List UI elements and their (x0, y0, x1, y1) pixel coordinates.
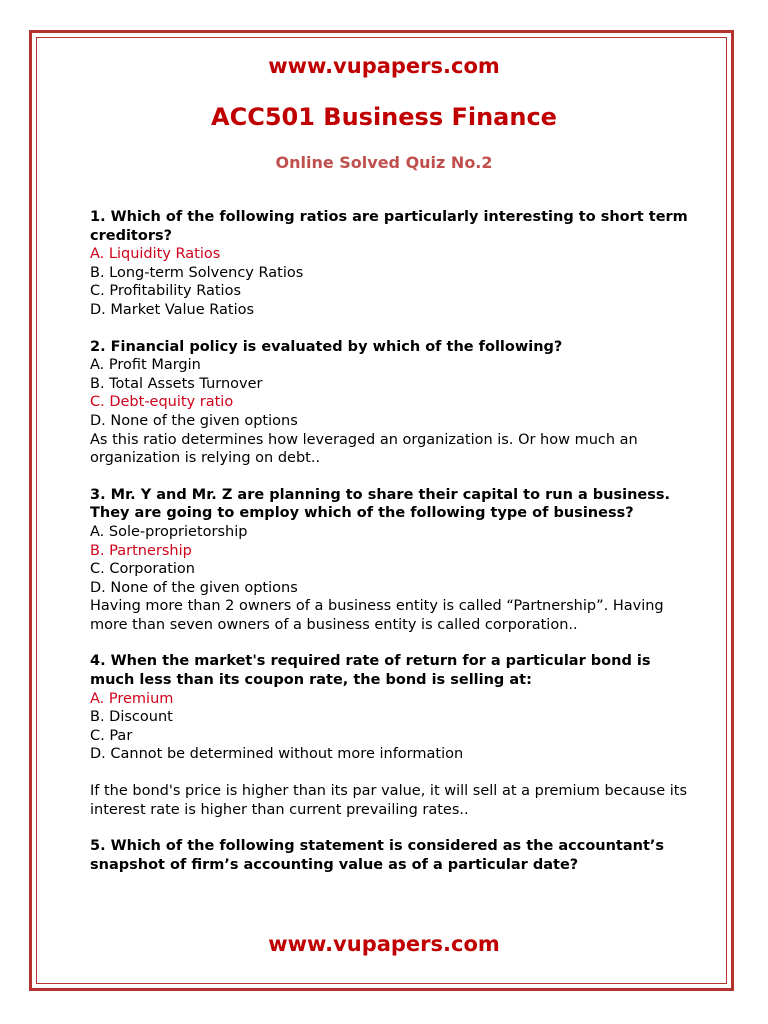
spacer (90, 764, 690, 782)
answer-explanation: Having more than 2 owners of a business entity is called “Partnership”. Having more than seven owners of a business entity is called corporation.. (90, 598, 664, 633)
answer-option: B. Long-term Solvency Ratios (90, 264, 304, 281)
question-text: 4. When the market's required rate of return for a particular bond is much less than its coupon rate, the bond is selling at: (90, 653, 651, 689)
answer-option-correct: B. Partnership (90, 542, 192, 559)
question-text: 2. Financial policy is evaluated by which of the following? (90, 338, 563, 355)
question-block-1 (90, 208, 690, 320)
answer-option: D. None of the given options (90, 579, 298, 596)
document-title: ACC501 Business Finance (211, 103, 557, 131)
answer-option-correct: A. Premium (90, 690, 174, 707)
answer-option: C. Par (90, 727, 133, 744)
question-block-5 (90, 837, 690, 874)
answer-option: A. Profit Margin (90, 357, 201, 374)
question-block-3 (90, 486, 690, 635)
site-footer: www.vupapers.com (268, 932, 500, 956)
question-block-4 (90, 652, 690, 819)
question-text: 3. Mr. Y and Mr. Z are planning to share their capital to run a business. They are going to employ which of the following type of business? (90, 486, 671, 522)
answer-option-correct: C. Debt-equity ratio (90, 394, 234, 411)
question-text: 1. Which of the following ratios are particularly interesting to short term creditors? (90, 209, 688, 244)
question-text: 5. Which of the following statement is considered as the accountant’s snapshot of firm’s accounting value as of a particular date? (90, 838, 665, 873)
answer-explanation: As this ratio determines how leveraged an organization is. Or how much an organization is relying on debt.. (90, 431, 638, 467)
answer-option: C. Profitability Ratios (90, 283, 241, 300)
answer-option: B. Total Assets Turnover (90, 375, 263, 392)
answer-option: D. Cannot be determined without more information (90, 746, 464, 763)
answer-option: B. Discount (90, 709, 173, 726)
answer-option-correct: A. Liquidity Ratios (90, 246, 221, 263)
site-header: www.vupapers.com (268, 54, 500, 78)
answer-option: D. None of the given options (90, 412, 298, 429)
answer-explanation: If the bond's price is higher than its par value, it will sell at a premium because its interest rate is higher than current prevailing rates.. (90, 783, 687, 818)
question-block-2 (90, 338, 690, 468)
answer-option: C. Corporation (90, 561, 195, 578)
answer-option: A. Sole-proprietorship (90, 523, 248, 540)
answer-option: D. Market Value Ratios (90, 301, 255, 318)
quiz-content (90, 208, 690, 892)
document-subtitle: Online Solved Quiz No.2 (275, 153, 493, 172)
